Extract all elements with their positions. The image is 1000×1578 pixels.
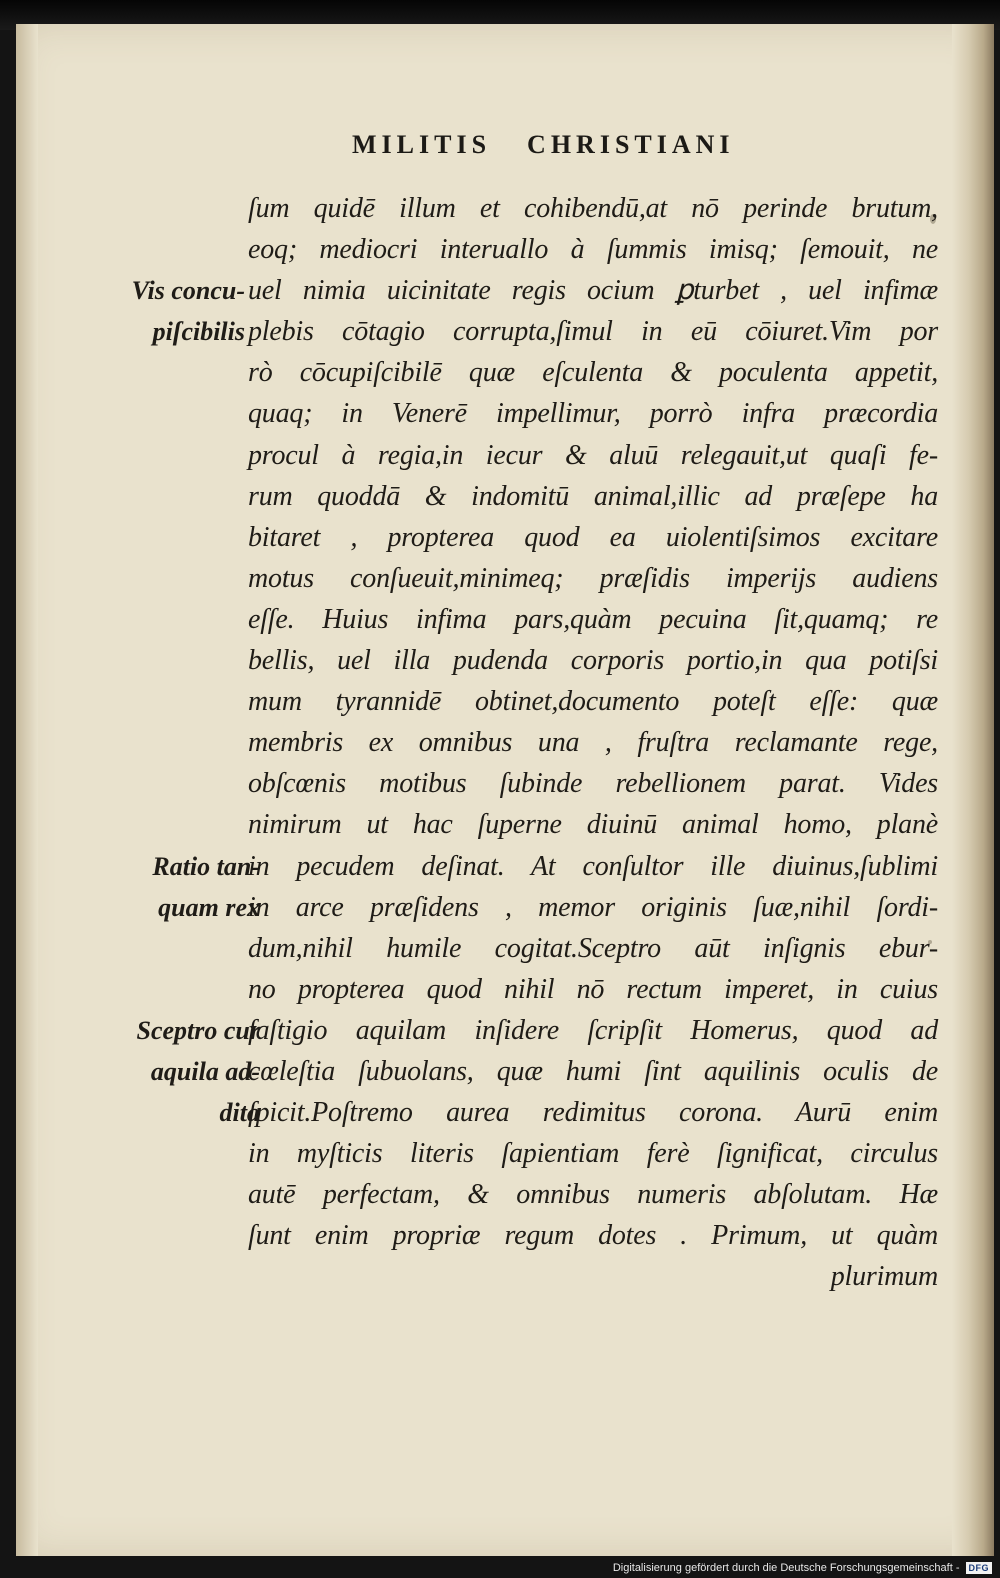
text-line: procul à regia,in iecur & aluū relegauit,ut quaſi fe- (248, 439, 938, 471)
page-edge-shadow (952, 24, 994, 1556)
page-gutter-shadow (16, 24, 38, 1556)
digitization-credit (613, 1562, 992, 1574)
text-line: ſpicit.Poſtremo aurea redimitus corona. Aurū enim (248, 1097, 938, 1129)
text-line: autē perfectam, & omnibus numeris abſolutam. Hæ (248, 1179, 938, 1211)
marginal-note-line: Ratio tan- (152, 852, 260, 881)
text-line: ſum quidē illum et cohibendū,at nō perinde brutum, (248, 193, 938, 224)
marginal-note-sceptro-cur-aquila (85, 1010, 260, 1133)
text-line: quaq; in Venerē impellimur, porrò infra præcordia (248, 398, 938, 430)
text-line: cœleſtia ſubuolans, quæ humi ſint aquilinis oculis de (248, 1055, 938, 1087)
text-line: obſcœnis motibus ſubinde rebellionem parat. Vides (248, 768, 938, 800)
text-line: bellis, uel illa pudenda corporis portio,in qua potiſsi (248, 645, 938, 677)
marginal-note-line: Sceptro cur (136, 1016, 260, 1045)
text-line: mum tyrannidē obtinet,documento poteſt eſſe: quæ (248, 686, 938, 718)
text-line: rò cōcupiſcibilē quæ eſculenta & poculenta appetit, (248, 357, 938, 389)
text-line: in myſticis literis ſapientiam ferè ſignificat, circulus (248, 1138, 938, 1170)
running-head (352, 130, 802, 160)
text-line: ſunt enim propriæ regum dotes . Primum, ut quàm (248, 1220, 938, 1252)
text-line: motus conſueuit,minimeq; præſidis imperijs audiens (248, 562, 938, 594)
text-line: no propterea quod nihil nō rectum imperet, in cuius (248, 973, 938, 1005)
text-line: eſſe. Huius infima pars,quàm pecuina ſit,quamq; re (248, 603, 938, 635)
marginal-note-line: aquila ad- (150, 1057, 260, 1087)
body-text (248, 188, 938, 1298)
marginal-note-line: quam rex (158, 893, 260, 923)
marginal-note-line: dita (219, 1098, 260, 1128)
text-line: uel nimia uicinitate regis ocium ꝑturbet , uel infimæ (248, 275, 938, 307)
text-line: faſtigio aquilam inſidere ſcripſit Homerus, quod ad (248, 1014, 938, 1046)
catchword: plurimum (830, 1261, 938, 1293)
marginal-note-line: Vis concu- (131, 276, 245, 305)
running-head-right: CHRISTIANI (527, 130, 735, 159)
text-line: rum quoddā & indomitū animal,illic ad præſepe ha (248, 480, 938, 512)
text-line: in arce præſidens , memor originis ſuæ,nihil ſordi- (248, 891, 938, 923)
marginal-note-ratio-tanquam-rex (85, 846, 260, 928)
dfg-logo: DFG (966, 1562, 993, 1574)
text-line: plebis cōtagio corrupta,ſimul in eū cōiuret.Vim por (248, 316, 938, 348)
text-line: in pecudem deſinat. At conſultor ille diuinus,ſublimi (248, 850, 938, 882)
text-line: nimirum ut hac ſuperne diuinū animal homo, planè (248, 809, 938, 841)
text-line: membris ex omnibus una , fruſtra reclamante rege, (248, 727, 938, 759)
text-line: eoq; mediocri interuallo à ſummis imisq; ſemouit, ne (248, 234, 938, 266)
text-line: bitaret , propterea quod ea uiolentiſsimos excitare (248, 521, 938, 553)
marginal-note-line: piſcibilis (152, 317, 245, 347)
credit-text: Digitalisierung gefördert durch die Deutsche Forschungsgemeinschaft - (612, 1562, 960, 1574)
text-line: dum,nihil humile cogitat.Sceptro aūt inſignis ebur- (248, 932, 938, 964)
marginal-note-vis-concupiscibilis (70, 270, 245, 352)
running-head-left: MILITIS (352, 130, 492, 159)
